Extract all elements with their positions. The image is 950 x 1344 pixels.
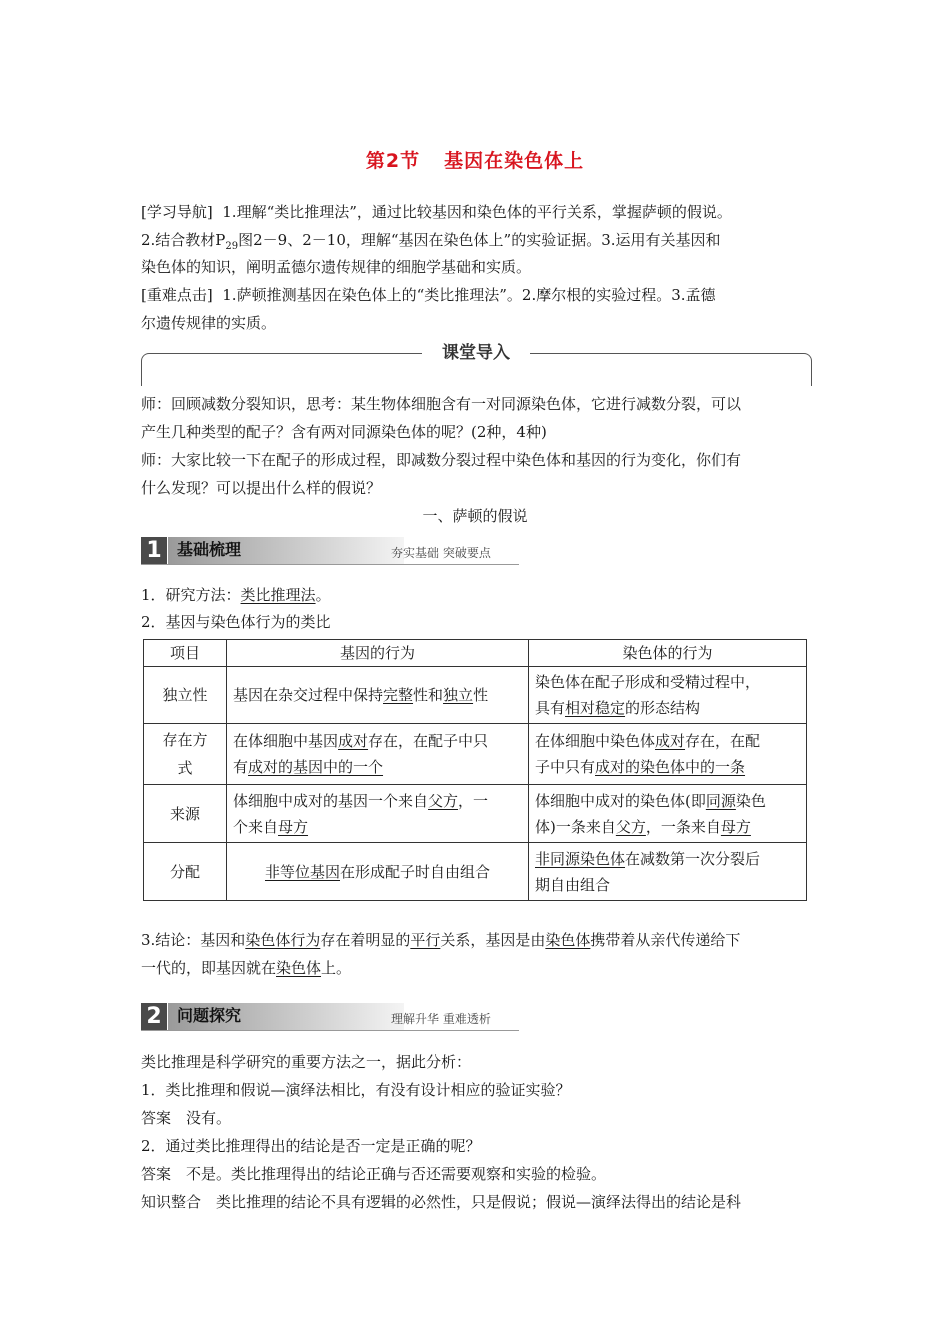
cell-text: 基因在杂交过程中保持 xyxy=(233,686,384,704)
basics-text: 1．研究方法： xyxy=(141,586,241,604)
focus-text: 1.萨顿推测基因在染色体上的“类比推理法”。2.摩尔根的实验过程。3.孟德 xyxy=(222,286,716,304)
answer-blank: 同源 xyxy=(705,791,736,810)
guide-text: 1.理解“类比推理法”，通过比较基因和染色体的平行关系，掌握萨顿的假说。 xyxy=(222,203,732,221)
cell-text: 有 xyxy=(233,758,249,776)
answer-blank: 独立 xyxy=(443,686,474,704)
section-badge-basics xyxy=(141,537,519,565)
cell-text: 染色 xyxy=(735,791,766,810)
badge-number: 1 xyxy=(141,537,167,564)
sub-heading: 一、萨顿的假说 xyxy=(422,507,528,525)
cell-text: 具有 xyxy=(535,699,566,717)
conclusion-text: 上。 xyxy=(321,959,352,977)
table-row xyxy=(144,667,807,724)
focus-label: [重难点击] xyxy=(141,286,213,304)
cell-text: 性 xyxy=(473,686,489,704)
cell-text: 个来自 xyxy=(233,817,279,836)
guide-line-2 xyxy=(141,230,721,257)
focus-line-2 xyxy=(141,313,276,333)
cell-text: 存在，在配子中只 xyxy=(368,732,489,750)
answer-blank: 染色体 xyxy=(276,959,322,977)
conclusion-text: 携带着从亲代传递给下 xyxy=(590,931,741,949)
cell-text: 子中只有 xyxy=(535,758,596,776)
table-item-cell: 独立性 xyxy=(144,667,227,724)
cell-text: 在减数第一次分裂后 xyxy=(625,849,761,868)
table-header-cell: 基因的行为 xyxy=(227,640,529,667)
focus-text: 尔遗传规律的实质。 xyxy=(141,314,277,332)
conclusion-line-2 xyxy=(141,958,351,978)
table-cell xyxy=(227,724,529,785)
answer-blank: 父方 xyxy=(615,817,646,836)
chapter-number: 第2节 xyxy=(365,150,421,172)
cell-text: 体细胞中成对的染色体(即 xyxy=(535,791,706,810)
teacher-line: 师：回顾减数分裂知识，思考：某生物体细胞含有一对同源染色体，它进行减数分裂，可以 xyxy=(141,395,742,413)
answer-blank: 父方 xyxy=(428,791,459,810)
cell-text: 体细胞中成对的基因一个来自 xyxy=(233,791,429,810)
cell-text: ，一 xyxy=(458,791,489,810)
table-item-cell xyxy=(144,724,227,785)
answer-blank: 非等位基因 xyxy=(264,862,340,881)
badge-rule xyxy=(141,1030,519,1031)
conclusion-line-1 xyxy=(141,930,740,950)
guide-text: 2.结合教材P xyxy=(141,231,226,249)
cell-text: 在体细胞中基因 xyxy=(233,732,339,750)
teacher-line: 师：大家比较一下在配子的形成过程，即减数分裂过程中染色体和基因的行为变化，你们有 xyxy=(141,451,742,469)
guide-label: [学习导航] xyxy=(141,203,213,221)
answer-blank: 非同源染色体 xyxy=(535,849,626,868)
table-cell xyxy=(529,785,807,843)
comparison-table xyxy=(143,639,807,901)
cell-text: ，一条来自 xyxy=(645,817,721,836)
table-cell xyxy=(227,843,529,901)
answer-blank: 染色体行为 xyxy=(245,931,321,949)
focus-line-1 xyxy=(141,285,716,305)
answer-blank: 完整 xyxy=(383,686,414,704)
item-text: 存在方式 xyxy=(162,731,208,777)
guide-line-3 xyxy=(141,257,531,277)
teacher-line: 什么发现？可以提出什么样的假说？ xyxy=(141,479,382,497)
section-badge-inquiry xyxy=(141,1003,519,1031)
answer-blank: 成对 xyxy=(338,732,369,750)
inquiry-line: 知识整合 类比推理的结论不具有逻辑的必然性，只是假说；假说—演绎法得出的结论是科 xyxy=(141,1193,742,1211)
inquiry-line: 答案 不是。类比推理得出的结论正确与否还需要观察和实验的检验。 xyxy=(141,1165,607,1183)
inquiry-line: 答案 没有。 xyxy=(141,1109,232,1127)
cell-text: 体)一条来自 xyxy=(535,817,616,836)
badge-subtitle: 夯实基础 突破要点 xyxy=(391,546,491,560)
badge-number: 2 xyxy=(141,1003,167,1030)
page-title xyxy=(0,146,950,173)
table-item-cell: 分配 xyxy=(144,843,227,901)
conclusion-text: 3.结论：基因和 xyxy=(141,931,246,949)
answer-blank: 染色体 xyxy=(545,931,591,949)
answer-blank: 平行 xyxy=(410,931,441,949)
cell-text: 在形成配子时自由组合 xyxy=(340,862,491,881)
guide-line-1 xyxy=(141,202,732,222)
guide-text: 染色体的知识，阐明孟德尔遗传规律的细胞学基础和实质。 xyxy=(141,258,532,276)
basics-item-2: 2．基因与染色体行为的类比 xyxy=(141,613,331,631)
badge-subtitle: 理解升华 重难透析 xyxy=(391,1012,491,1026)
cell-text: 的形态结构 xyxy=(625,699,701,717)
cell-text: 染色体在配子形成和受精过程中， xyxy=(535,673,761,691)
conclusion-text: 关系，基因是由 xyxy=(440,931,546,949)
badge-title: 问题探究 xyxy=(177,1006,242,1025)
page-subscript: 29 xyxy=(225,241,239,252)
table-row xyxy=(144,843,807,901)
basics-text: 。 xyxy=(315,586,331,604)
table-header-cell: 染色体的行为 xyxy=(529,640,807,667)
cell-text: 性和 xyxy=(413,686,444,704)
inquiry-line: 2．通过类比推理得出的结论是否一定是正确的呢？ xyxy=(141,1137,481,1155)
answer-blank: 类比推理法 xyxy=(240,586,316,604)
answer-blank: 相对稳定 xyxy=(565,699,626,717)
cell-text: 存在，在配 xyxy=(685,732,761,750)
inquiry-line: 类比推理是科学研究的重要方法之一，据此分析： xyxy=(141,1053,472,1071)
table-cell xyxy=(529,667,807,724)
chapter-name: 基因在染色体上 xyxy=(444,150,585,172)
answer-blank: 母方 xyxy=(278,817,309,836)
guide-text: 图2－9、2－10，理解“基因在染色体上”的实验证据。3.运用有关基因和 xyxy=(238,231,721,249)
table-header-cell: 项目 xyxy=(144,640,227,667)
basics-item-1 xyxy=(141,585,331,605)
badge-title: 基础梳理 xyxy=(177,540,242,559)
table-cell xyxy=(227,785,529,843)
table-header-row xyxy=(144,640,807,667)
answer-blank: 母方 xyxy=(720,817,751,836)
conclusion-text: 存在着明显的 xyxy=(320,931,411,949)
cell-text: 期自由组合 xyxy=(535,875,611,894)
answer-blank: 成对的基因中的一个 xyxy=(248,758,384,776)
conclusion-text: 一代的，即基因就在 xyxy=(141,959,277,977)
table-item-cell: 来源 xyxy=(144,785,227,843)
table-cell xyxy=(227,667,529,724)
table-cell xyxy=(529,843,807,901)
badge-rule xyxy=(141,564,519,565)
teacher-line: 产生几种类型的配子？含有两对同源染色体的呢？(2种，4种) xyxy=(141,423,547,441)
cell-text: 在体细胞中染色体 xyxy=(535,732,656,750)
intro-section-label: 课堂导入 xyxy=(422,342,530,364)
answer-blank: 成对 xyxy=(655,732,686,750)
table-row xyxy=(144,785,807,843)
answer-blank: 成对的染色体中的一条 xyxy=(595,758,746,776)
table-row xyxy=(144,724,807,785)
table-cell xyxy=(529,724,807,785)
inquiry-line: 1．类比推理和假说—演绎法相比，有没有设计相应的验证实验？ xyxy=(141,1081,571,1099)
